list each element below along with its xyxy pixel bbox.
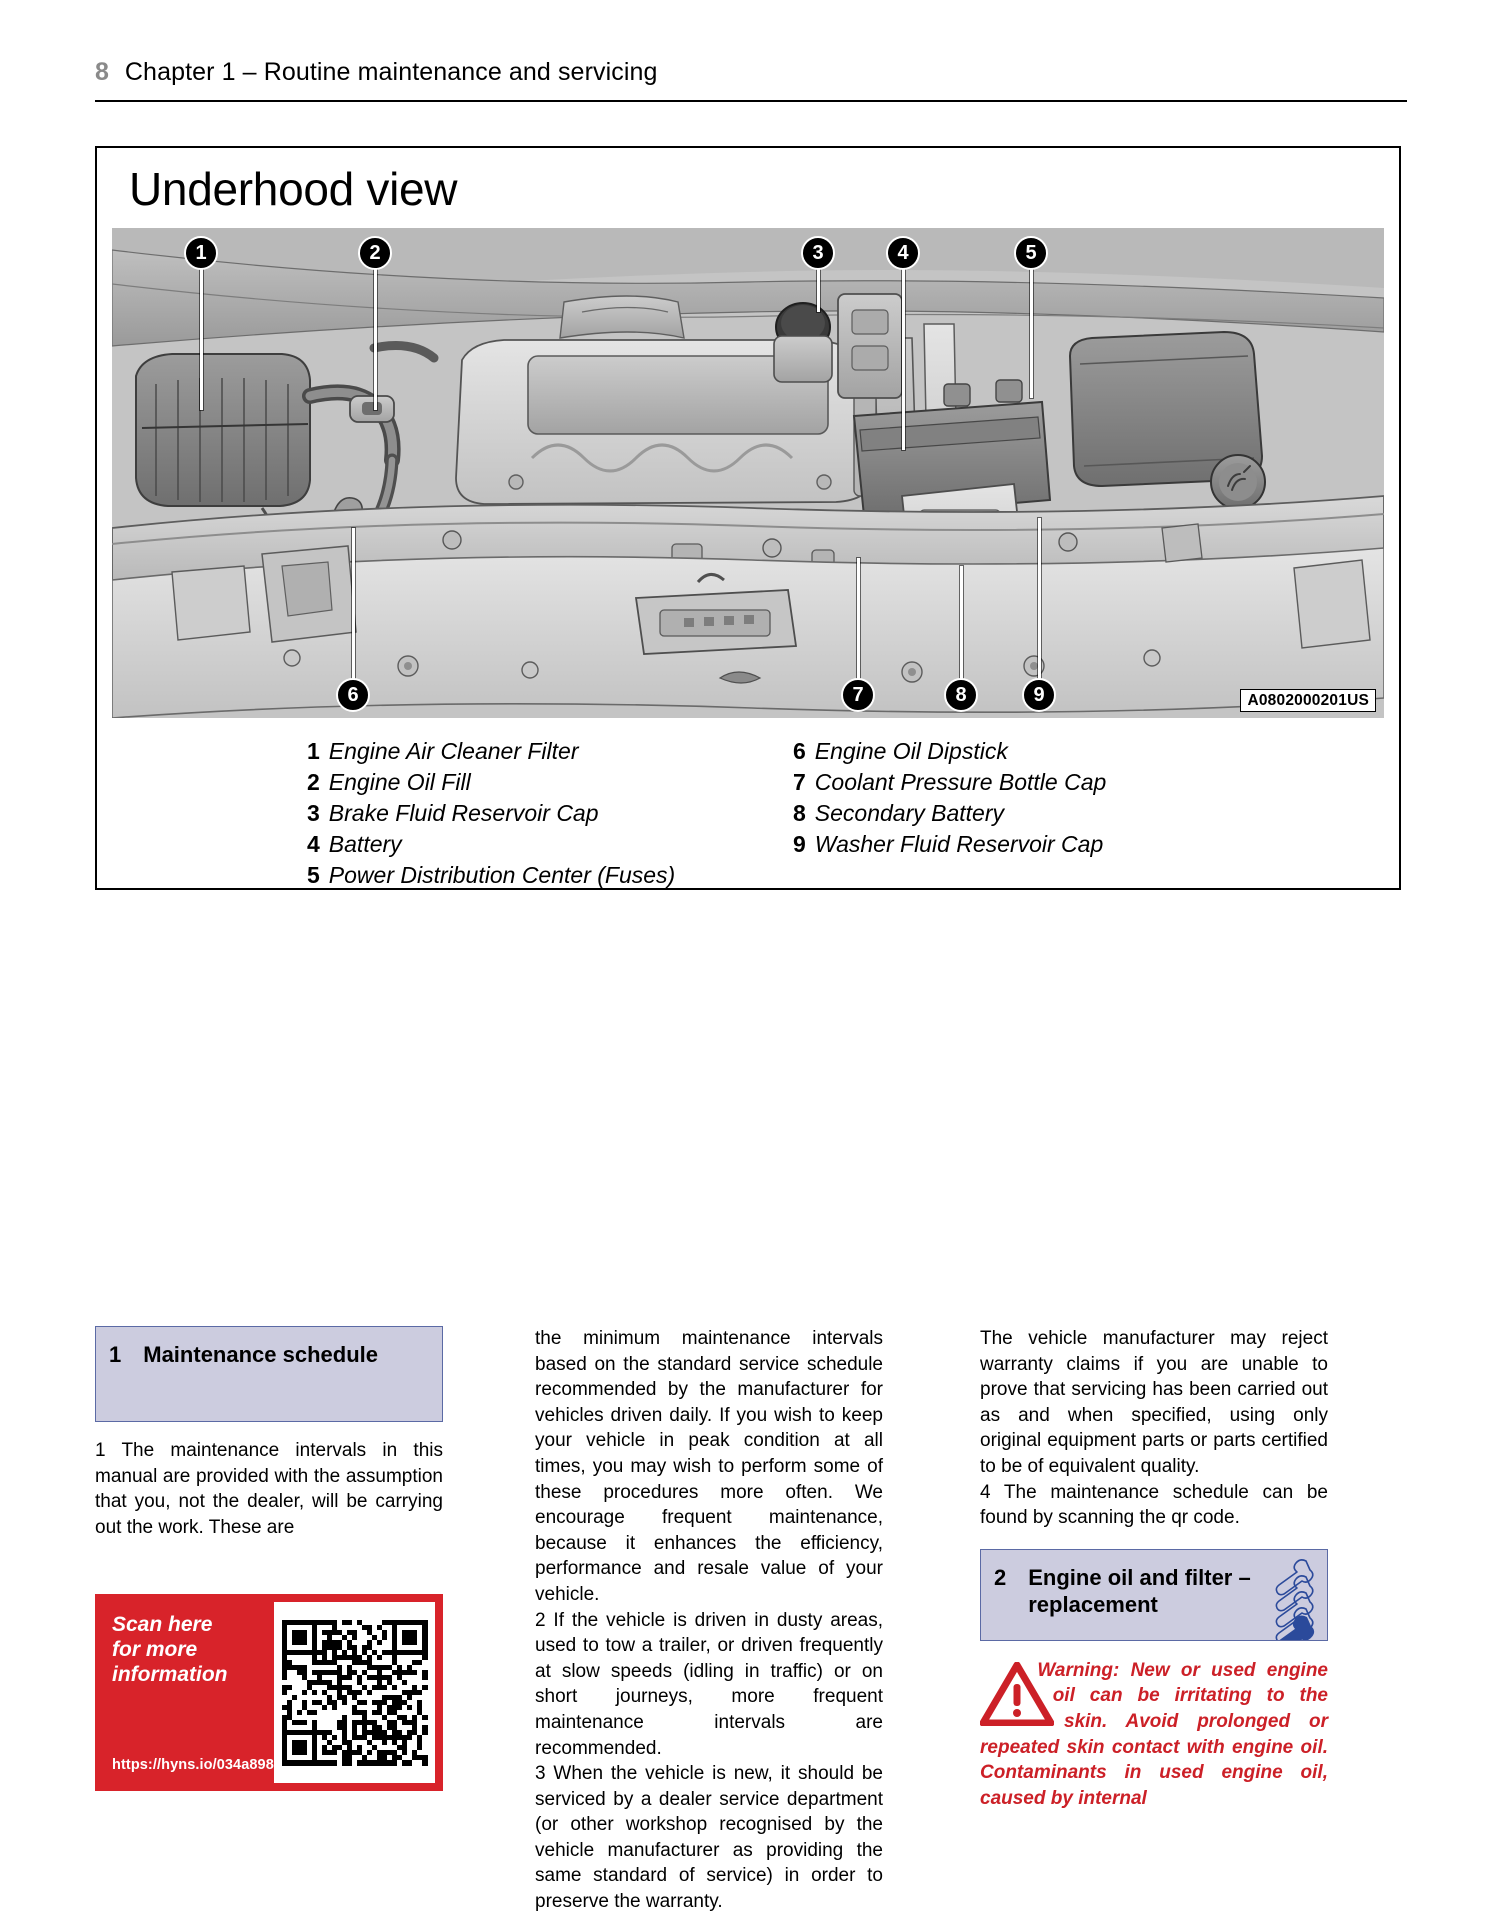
paragraph-4 <box>980 1480 1328 1531</box>
legend-label: Brake Fluid Reservoir Cap <box>328 800 599 826</box>
legend-number: 3 <box>307 800 320 826</box>
paragraph-3 <box>535 1761 883 1915</box>
callout-marker-3[interactable]: 3 <box>801 236 835 270</box>
leader-line-8 <box>960 566 963 686</box>
qr-promo-card[interactable] <box>95 1594 443 1791</box>
paragraph-text: 1 The maintenance intervals in this manual are provided with the assumption that you, not the dealer, will be carrying out the work. These are <box>95 1440 443 1538</box>
legend-label: Secondary Battery <box>814 800 1005 826</box>
text-column-3 <box>980 1326 1328 1811</box>
callout-marker-6[interactable]: 6 <box>336 678 370 712</box>
legend-item <box>307 798 748 829</box>
legend-item <box>793 767 1384 798</box>
paragraph-2 <box>535 1608 883 1762</box>
paragraph-text: 4 The maintenance schedule can be found by scanning the qr code. <box>980 1481 1328 1529</box>
callout-marker-8[interactable]: 8 <box>944 678 978 712</box>
legend-item <box>307 736 748 767</box>
legend-number: 7 <box>793 769 806 795</box>
legend-number: 5 <box>307 862 320 888</box>
header-divider <box>95 100 1407 102</box>
paragraph-3-continued <box>980 1326 1328 1480</box>
leader-line-1 <box>200 250 203 410</box>
callout-marker-1[interactable]: 1 <box>184 236 218 270</box>
legend-label: Battery <box>328 831 402 857</box>
legend-item <box>307 829 748 860</box>
underhood-view-figure <box>95 146 1401 890</box>
legend-item <box>793 798 1384 829</box>
qr-code-area[interactable] <box>274 1602 435 1783</box>
page-header <box>95 58 1405 87</box>
legend-number: 4 <box>307 831 320 857</box>
callout-marker-9[interactable]: 9 <box>1022 678 1056 712</box>
text-column-2 <box>535 1326 883 1915</box>
leader-line-6 <box>352 528 355 686</box>
qr-code-image[interactable] <box>282 1620 428 1766</box>
legend-number: 9 <box>793 831 806 857</box>
leader-line-4 <box>902 250 905 450</box>
chapter-title: Chapter 1 – Routine maintenance and servicing <box>124 58 658 86</box>
legend-column-left <box>112 736 748 891</box>
qr-promo-url[interactable]: https://hyns.io/034a8983 <box>112 1757 283 1773</box>
callout-marker-5[interactable]: 5 <box>1014 236 1048 270</box>
figure-title: Underhood view <box>129 163 458 215</box>
figure-reference-code: A0802000201US <box>1240 689 1376 712</box>
callout-marker-2[interactable]: 2 <box>358 236 392 270</box>
page-number: 8 <box>95 58 109 86</box>
legend-item <box>307 767 748 798</box>
paragraph-1-continued <box>535 1326 883 1608</box>
paragraph-text: 2 If the vehicle is driven in dusty areas, used to tow a trailer, or driven frequently at slow speeds (idling in traffic) or on short journeys, more frequent maintenance intervals are recommended. <box>535 1609 883 1759</box>
legend-number: 8 <box>793 800 806 826</box>
leader-line-2 <box>374 250 377 410</box>
section-title: Maintenance schedule <box>143 1342 378 1367</box>
leader-line-7 <box>857 558 860 686</box>
legend-item <box>793 736 1384 767</box>
engine-bay-illustration <box>112 228 1384 718</box>
section-header-maintenance-schedule <box>95 1326 443 1422</box>
legend-label: Engine Oil Dipstick <box>814 738 1008 764</box>
callout-marker-7[interactable]: 7 <box>841 678 875 712</box>
section-header-engine-oil-filter <box>980 1549 1328 1641</box>
figure-legend <box>112 736 1384 891</box>
engine-bay-drawing <box>112 228 1384 718</box>
warning-block <box>980 1658 1328 1812</box>
legend-column-right <box>748 736 1384 891</box>
legend-label: Coolant Pressure Bottle Cap <box>814 769 1107 795</box>
section-number: 1 <box>109 1342 122 1367</box>
legend-label: Washer Fluid Reservoir Cap <box>814 831 1104 857</box>
qr-promo-line-2: for more <box>112 1638 198 1661</box>
paragraph-text: The vehicle manufacturer may reject warranty claims if you are unable to prove that servicing has been carried out as and when specified, using only original equipment parts or parts certified to be of equivalent quality. <box>980 1328 1328 1477</box>
section-title: Engine oil and filter – replacement <box>1028 1564 1251 1617</box>
legend-item <box>307 860 748 891</box>
leader-line-9 <box>1038 518 1041 686</box>
warning-text: Warning: New or used engine oil can be irritating to the skin. Avoid prolonged or repeated skin contact with engine oil. Contaminants in used engine oil, caused by internal <box>980 1659 1328 1809</box>
legend-label: Power Distribution Center (Fuses) <box>328 862 676 888</box>
legend-number: 2 <box>307 769 320 795</box>
callout-marker-4[interactable]: 4 <box>886 236 920 270</box>
qr-promo-text-area <box>95 1594 283 1791</box>
body-columns <box>95 1326 1410 1913</box>
legend-label: Engine Air Cleaner Filter <box>328 738 579 764</box>
legend-item <box>793 829 1384 860</box>
paragraph-text: 3 When the vehicle is new, it should be serviced by a dealer service department (or other workshop recognised by the vehicle manufacturer as providing the same standard of service) in order to preserve the warranty. <box>535 1763 883 1913</box>
leader-line-5 <box>1030 250 1033 398</box>
section-number: 2 <box>994 1564 1007 1590</box>
text-column-1 <box>95 1326 443 1773</box>
legend-number: 1 <box>307 738 320 764</box>
legend-number: 6 <box>793 738 806 764</box>
paragraph-1 <box>95 1438 443 1540</box>
spanner-difficulty-icon <box>1273 1556 1319 1640</box>
paragraph-text: the minimum maintenance intervals based on the standard service schedule recommended by the manufacturer for vehicles driven daily. If you wish to keep your vehicle in peak condition at all times, you may wish to perform some of these procedures more often. We encourage frequent maintenance, because it enhances the efficiency, performance and resale value of your vehicle. <box>535 1328 883 1605</box>
qr-promo-line-3: information <box>112 1663 228 1686</box>
qr-promo-line-1: Scan here <box>112 1613 213 1636</box>
legend-label: Engine Oil Fill <box>328 769 471 795</box>
